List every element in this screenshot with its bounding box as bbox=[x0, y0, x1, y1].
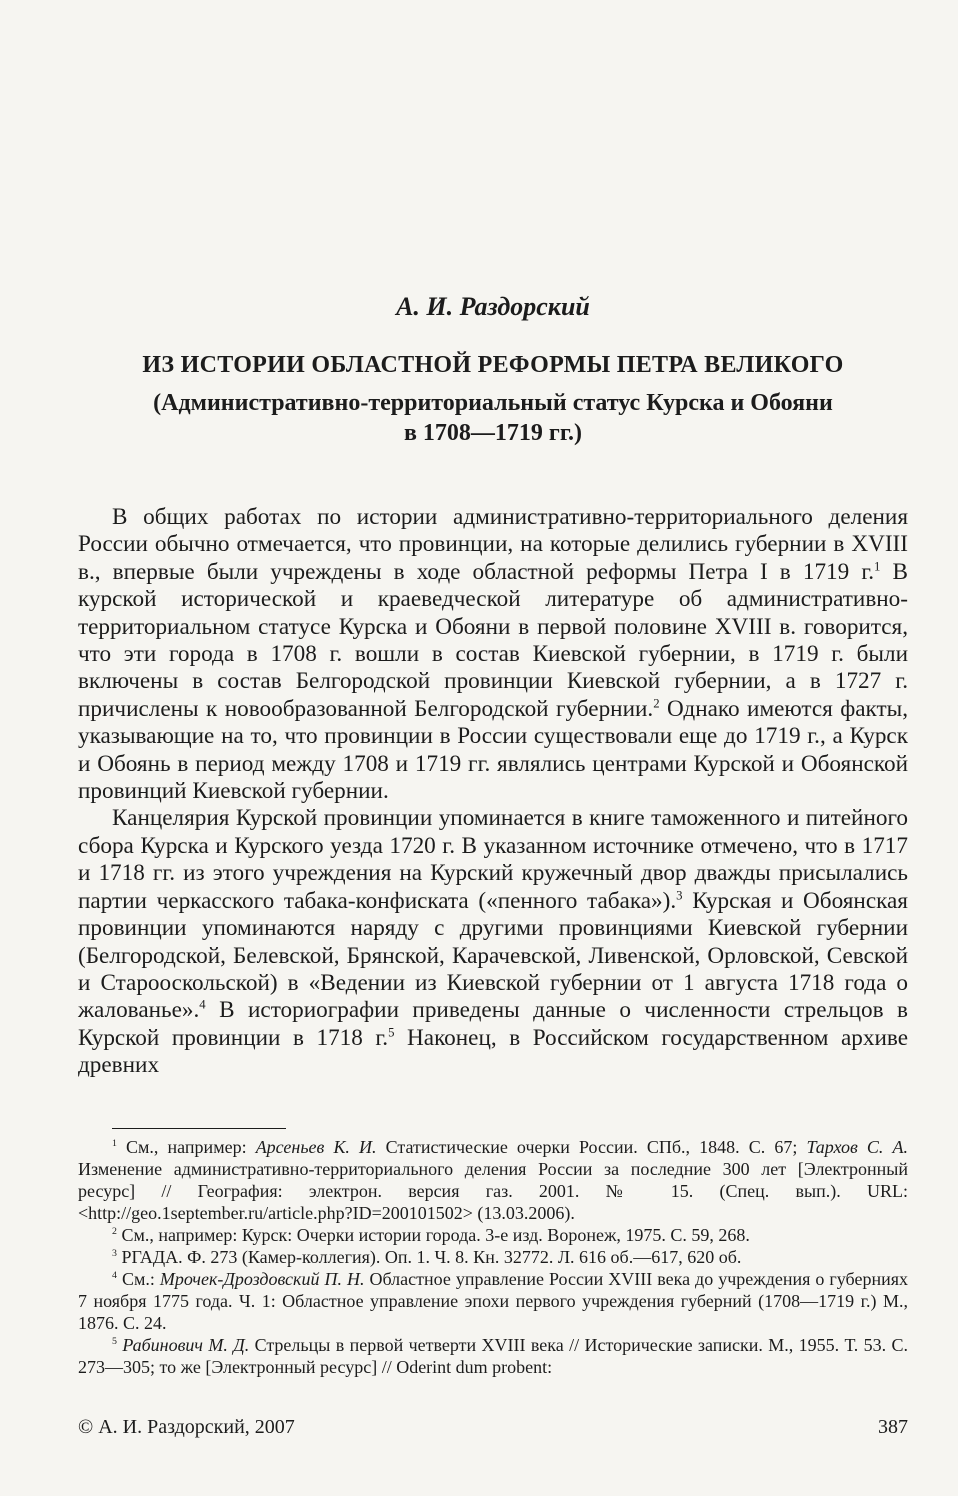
subtitle-line-2: в 1708—1719 гг.) bbox=[403, 420, 583, 446]
footnote-5 bbox=[78, 1334, 908, 1378]
footnote-1-pre: См., например: bbox=[116, 1137, 256, 1157]
paragraph-2-text-c: В историографии приведены данные о численности стрельцов в Курской провинции в 1718 г. bbox=[78, 997, 908, 1051]
article-body bbox=[78, 504, 908, 1080]
footnote-5-author: Рабинович М. Д. bbox=[122, 1335, 250, 1355]
footnotes bbox=[78, 1136, 908, 1378]
footnote-5-post: Стрельцы в первой четверти XVIII века // Исторические записки. М., 1955. Т. 53. С. 273—305; то же [Электронный ресурс] // Oderint dum probent: bbox=[78, 1335, 908, 1377]
page-number: 387 bbox=[878, 1416, 908, 1438]
paragraph-1-text-b: В курской исторической и краеведческой литературе об административно-территориальном статусе Курска и Обояни в первой половине XVIII в. говорится, что эти города в 1708 г. вошли в состав Киевской губернии, в 1719 г. были включены в состав Белгородской провинции Киевской губернии, а в 1727 г. причислены к новообразованной Белгородской губернии. bbox=[78, 558, 908, 722]
footnote-3-text: РГАДА. Ф. 273 (Камер-коллегия). Оп. 1. Ч. 8. Кн. 32772. Л. 616 об.—617, 620 об. bbox=[116, 1247, 742, 1267]
footnote-2-text: См., например: Курск: Очерки истории города. 3-е изд. Воронеж, 1975. С. 59, 268. bbox=[116, 1225, 750, 1245]
footnote-separator bbox=[112, 1128, 286, 1129]
footnote-ref-3[interactable]: 3 bbox=[676, 887, 683, 902]
paper-page bbox=[78, 0, 908, 1496]
footnote-ref-4[interactable]: 4 bbox=[199, 997, 206, 1012]
paragraph-1 bbox=[78, 504, 908, 805]
footnote-1 bbox=[78, 1136, 908, 1224]
footnote-4-pre: См.: bbox=[116, 1269, 160, 1289]
footnote-4-author: Мрочек-Дроздовский П. Н. bbox=[159, 1269, 365, 1289]
footnote-5-number: 5 bbox=[112, 1336, 117, 1347]
footnote-1-post: Изменение административно-территориального деления России за последние 300 лет [Электронный ресурс] // География: электрон. версия газ. 2001. № 15. (Спец. вып.). URL: <http://geo.1september.ru/article.php?ID=200101502> (13.03.2006). bbox=[78, 1159, 908, 1223]
footnote-1-mid: Статистические очерки России. СПб., 1848. С. 67; bbox=[376, 1137, 807, 1157]
paragraph-2-text-d: Наконец, в Российском государственном архиве древних bbox=[78, 1024, 908, 1079]
article-subtitle bbox=[78, 388, 908, 448]
footnote-2-number: 2 bbox=[112, 1226, 117, 1237]
footnote-4-number: 4 bbox=[112, 1270, 117, 1281]
footnote-4-post: Областное управление России XVIII века до учреждения о губерниях 7 ноября 1775 года. Ч. 1: Областное управление эпохи первого учреждения губерний (1708—1719 г.) М., 1876. С. 24. bbox=[78, 1269, 908, 1333]
paragraph-1-text-a: В общих работах по истории административно-территориального деления России обычно отмечается, что провинции, на которые делились губернии в XVIII в., впервые были учреждены в ходе областной реформы Петра I в 1719 г. bbox=[78, 504, 908, 585]
footnote-1-number: 1 bbox=[112, 1138, 117, 1149]
footnote-1-author-1: Арсеньев К. И. bbox=[255, 1137, 377, 1157]
paragraph-2-text-a: Канцелярия Курской провинции упоминается в книге таможенного и питейного сбора Курска и Курского уезда 1720 г. В указанном источнике отмечено, что в 1717 и 1718 гг. из этого учреждения на Курский кружечный двор дважды присылались партии черкасского табака-конфиската («пенного табака»). bbox=[78, 805, 908, 914]
footnote-2 bbox=[78, 1224, 908, 1246]
footnote-ref-1[interactable]: 1 bbox=[874, 559, 881, 574]
footnote-ref-2[interactable]: 2 bbox=[653, 696, 660, 711]
paragraph-2 bbox=[78, 805, 908, 1079]
paragraph-1-text-c: Однако имеются факты, указывающие на то, что провинции в России существовали еще до 1719 г., а Курск и Обоянь в период между 1708 и 1719 гг. являлись центрами Курской и Обоянской провинций Киевской губернии. bbox=[78, 695, 908, 805]
paragraph-2-text-b: Курская и Обоянская провинции упоминаются наряду с другими провинциями Киевской губернии (Белгородской, Белевской, Брянской, Карачевской, Ливенской, Орловской, Севской и Старооскольской) в «Ведении из Киевской губернии от 1 августа 1718 года о жалованье». bbox=[78, 887, 908, 1024]
footnote-ref-5[interactable]: 5 bbox=[388, 1024, 395, 1039]
article-title: ИЗ ИСТОРИИ ОБЛАСТНОЙ РЕФОРМЫ ПЕТРА ВЕЛИКОГО bbox=[142, 352, 844, 378]
subtitle-line-1: (Административно-территориальный статус Курска и Обояни bbox=[153, 390, 833, 416]
article-author: А. И. Раздорский bbox=[396, 292, 590, 321]
footnote-1-author-2: Тархов С. А. bbox=[806, 1137, 908, 1157]
copyright: © А. И. Раздорский, 2007 bbox=[78, 1416, 295, 1438]
footnote-3 bbox=[78, 1246, 908, 1268]
footnote-3-number: 3 bbox=[112, 1248, 117, 1259]
footnote-4 bbox=[78, 1268, 908, 1334]
